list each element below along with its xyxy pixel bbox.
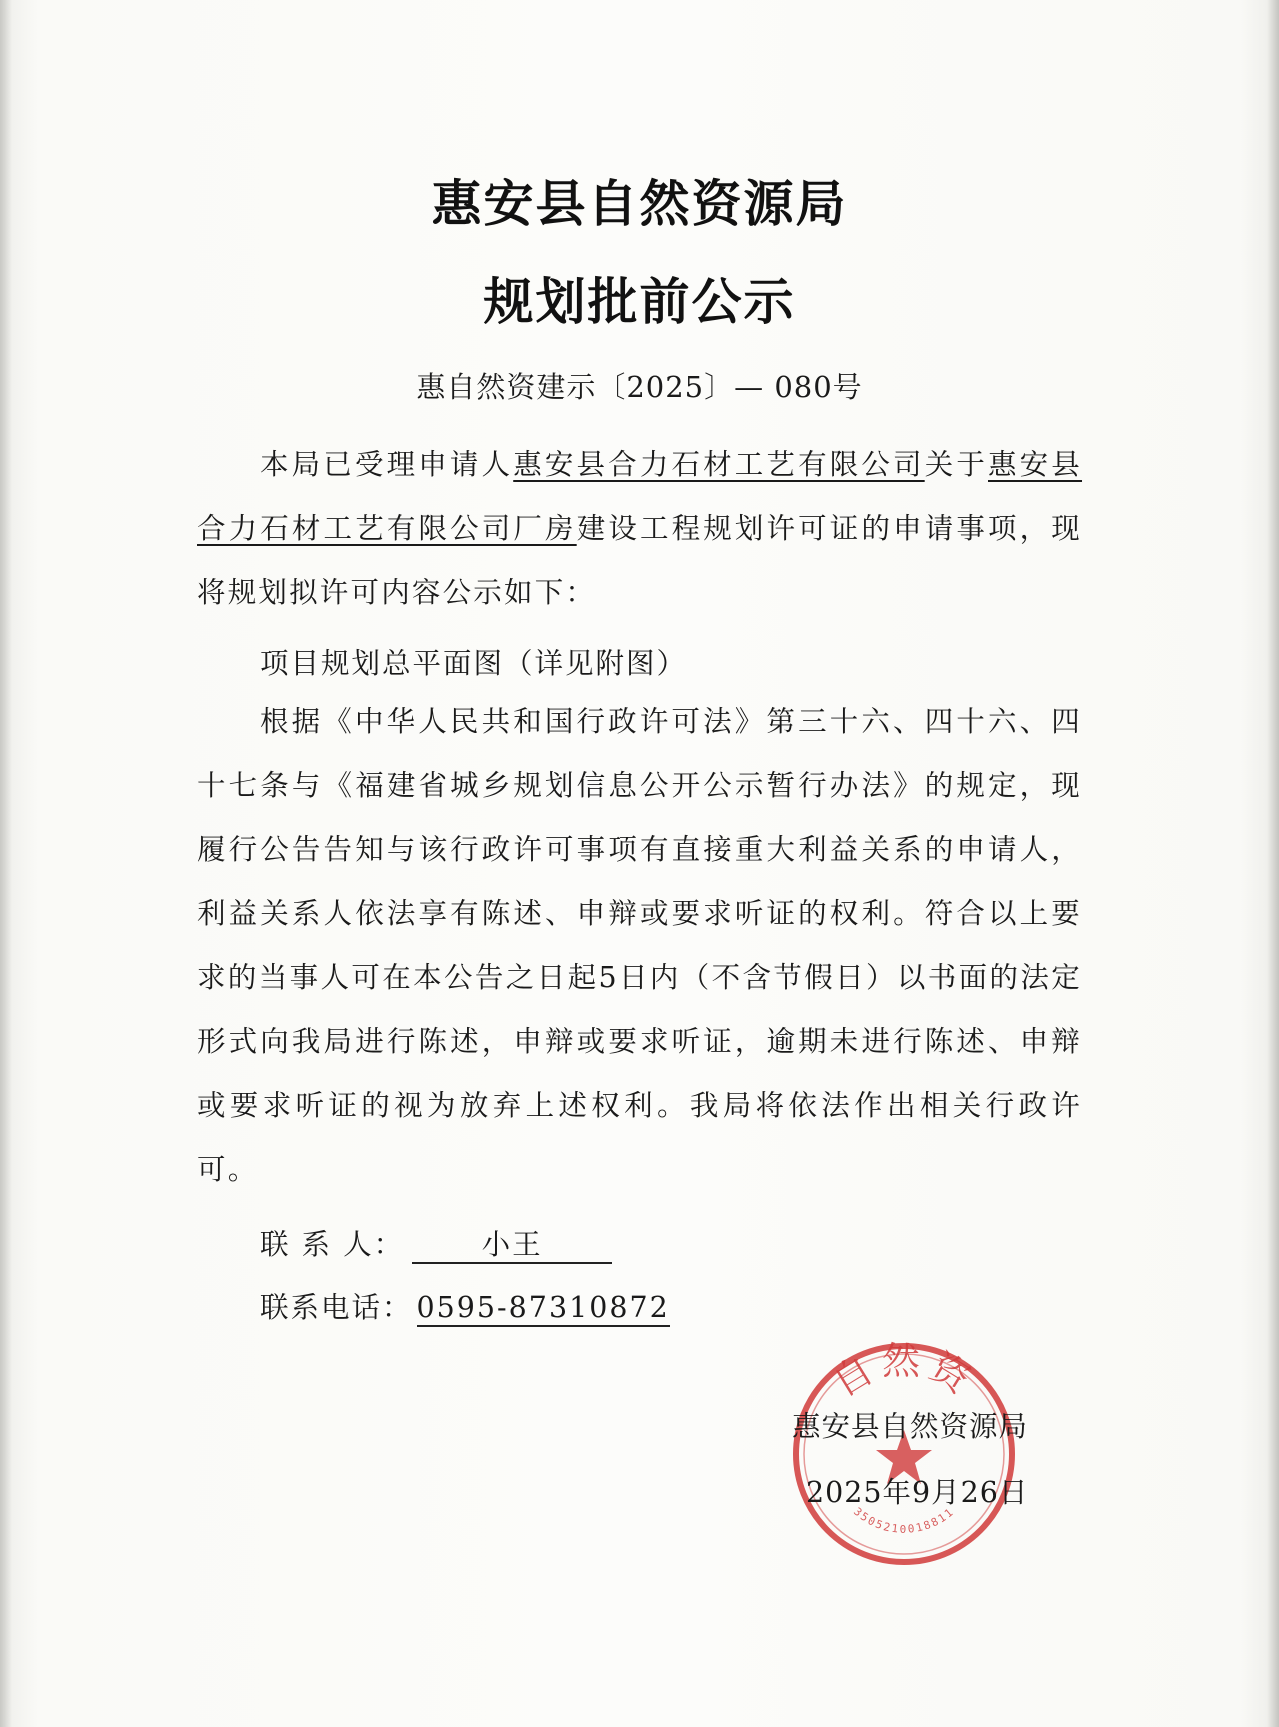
notice-body bbox=[197, 433, 1082, 625]
paper-edge-right bbox=[1267, 0, 1279, 1727]
svg-text:自然资 bbox=[825, 1339, 983, 1405]
applicant-name: 惠安县合力石材工艺有限公司 bbox=[513, 448, 925, 481]
signature-date: 2025年9月26日 bbox=[806, 1476, 1029, 1509]
application-prefix: 本局已受理申请人 bbox=[260, 448, 514, 481]
contact-phone-value: 0595-87310872 bbox=[417, 1291, 670, 1327]
document-title-org: 惠安县自然资源局 bbox=[431, 175, 848, 233]
seal-top-text: 自然资 bbox=[825, 1339, 983, 1406]
contact-phone-label: 联系电话： bbox=[260, 1291, 413, 1324]
application-mid: 关于 bbox=[924, 448, 988, 481]
paragraph-application bbox=[197, 433, 1082, 625]
document-number: 惠自然资建示〔2025〕— 080号 bbox=[416, 370, 863, 404]
paragraph-legal-basis: 根据《中华人民共和国行政许可法》第三十六、四十六、四十七条与《福建省城乡规划信息公开公示暂行办法》的规定，现履行公告告知与该行政许可事项有直接重大利益关系的申请人，利益关系人依法享有陈述、申辩或要求听证的权利。符合以上要求的当事人可在本公告之日起5日内（不含节假日）以书面的法定形式向我局进行陈述，申辩或要求听证，逾期未进行陈述、申辩或要求听证的视为放弃上述权利。我局将依法作出相关行政许可。 bbox=[197, 705, 1082, 1186]
contact-person-label: 联 系 人： bbox=[260, 1228, 405, 1261]
document-title-subject: 规划批前公示 bbox=[483, 273, 796, 331]
attachment-note: 项目规划总平面图（详见附图） bbox=[260, 647, 688, 680]
project-name: 惠安县合力石材工艺有限公司厂房 bbox=[197, 448, 1083, 545]
contact-phone-row bbox=[260, 1285, 670, 1327]
legal-basis-body bbox=[197, 690, 1082, 1202]
seal-code-text: 3505210018811 bbox=[851, 1504, 957, 1536]
official-seal-stamp bbox=[788, 1338, 1020, 1570]
signature-organization: 惠安县自然资源局 bbox=[792, 1410, 1029, 1443]
application-suffix: 建设工程规划许可证的申请事项，现将规划拟许可内容公示如下： bbox=[197, 512, 1082, 609]
contact-person-value: 小王 bbox=[412, 1228, 612, 1264]
contact-person-row bbox=[260, 1222, 612, 1264]
paper-edge-left bbox=[0, 0, 12, 1727]
